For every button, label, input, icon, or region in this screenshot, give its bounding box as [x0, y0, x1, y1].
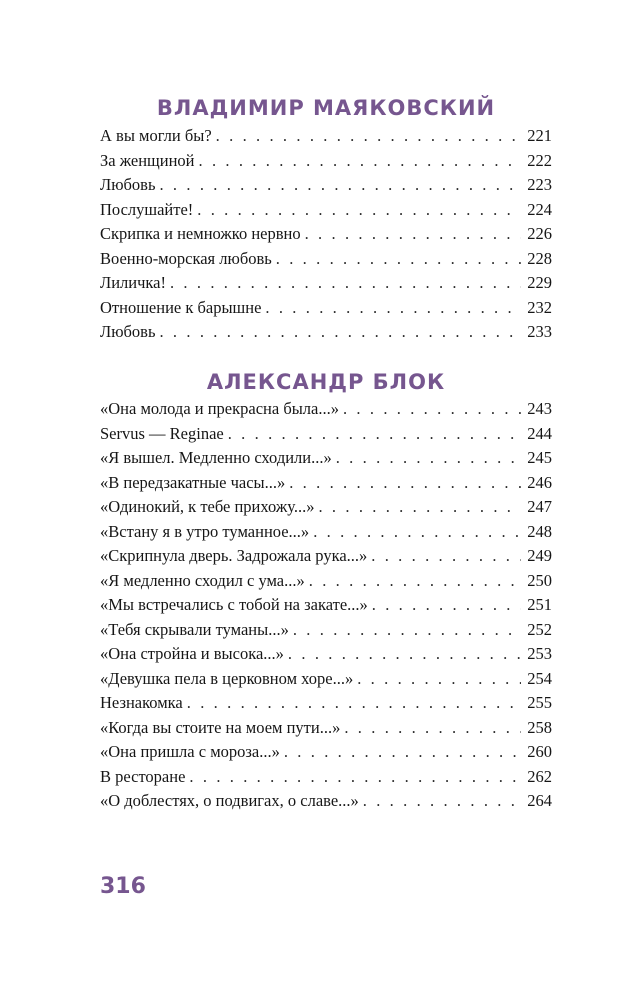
dot-leader: [159, 173, 521, 198]
toc-entry-page: 224: [527, 199, 552, 219]
dot-leader: [313, 520, 521, 545]
toc-entry-title: «Она пришла с мороза...»: [100, 742, 280, 761]
dot-leader: [309, 569, 521, 594]
toc-entry-page: 248: [527, 521, 552, 541]
dot-leader: [305, 222, 522, 247]
toc-entry-title: «Я вышел. Медленно сходили...»: [100, 448, 332, 467]
toc-entry: [100, 569, 552, 594]
toc-entry: [100, 296, 552, 321]
dot-leader: [318, 495, 521, 520]
dot-leader: [363, 789, 521, 814]
toc-entry-page: 247: [527, 497, 552, 516]
section-title-blok: АЛЕКСАНДР БЛОК: [206, 370, 446, 394]
toc-entry: [100, 691, 552, 716]
toc-entry-page: 260: [527, 742, 552, 761]
dot-leader: [288, 642, 521, 667]
dot-leader: [189, 765, 521, 790]
toc-entry-page: 253: [527, 644, 552, 663]
dot-leader: [343, 397, 521, 422]
toc-entry-title: «Я медленно сходил с ума...»: [100, 570, 305, 590]
toc-entry: [100, 642, 552, 667]
toc-entry: [100, 471, 552, 496]
toc-entry-page: 264: [527, 791, 552, 810]
toc-entry-page: 249: [527, 546, 552, 565]
toc-entry-title: «Скрипнула дверь. Задрожала рука...»: [100, 546, 368, 565]
toc-entry-page: 222: [527, 150, 552, 170]
toc-entry-page: 228: [527, 248, 552, 268]
toc-entry: [100, 789, 552, 814]
toc-list-blok: [100, 397, 552, 814]
toc-entry: [100, 544, 552, 569]
dot-leader: [371, 544, 521, 569]
toc-entry-page: 232: [527, 297, 552, 317]
dot-leader: [276, 247, 521, 272]
toc-entry-page: 250: [527, 570, 552, 590]
section-title-mayakovsky: ВЛАДИМИР МАЯКОВСКИЙ: [156, 96, 496, 120]
toc-entry-page: 223: [527, 175, 552, 194]
toc-entry-title: А вы могли бы?: [100, 126, 212, 145]
dot-leader: [199, 149, 522, 174]
toc-entry-page: 262: [527, 766, 552, 786]
toc-entry-title: Любовь: [100, 175, 156, 194]
dot-leader: [293, 618, 521, 643]
toc-entry-title: Скрипка и немножко нервно: [100, 224, 301, 243]
toc-entry-title: Незнакомка: [100, 693, 183, 712]
dot-leader: [284, 740, 521, 765]
toc-entry-title: За женщиной: [100, 150, 195, 170]
toc-entry: [100, 222, 552, 247]
dot-leader: [372, 593, 521, 618]
toc-entry-page: 229: [527, 273, 552, 292]
toc-entry: [100, 593, 552, 618]
toc-entry-title: «В передзакатные часы...»: [100, 472, 286, 492]
dot-leader: [289, 471, 521, 496]
toc-entry-title: Послушайте!: [100, 199, 194, 219]
toc-entry: [100, 716, 552, 741]
toc-entry: [100, 149, 552, 174]
toc-list-mayakovsky: [100, 124, 552, 345]
dot-leader: [357, 667, 521, 692]
page-number: 316: [100, 874, 146, 899]
toc-entry: [100, 173, 552, 198]
dot-leader: [336, 446, 522, 471]
dot-leader: [170, 271, 521, 296]
toc-entry-page: 233: [527, 322, 552, 341]
toc-entry: [100, 667, 552, 692]
dot-leader: [265, 296, 521, 321]
toc-entry: [100, 198, 552, 223]
toc-entry-page: 226: [527, 224, 552, 243]
toc-entry-title: Любовь: [100, 322, 156, 341]
toc-entry: [100, 124, 552, 149]
dot-leader: [187, 691, 521, 716]
toc-entry: [100, 397, 552, 422]
toc-entry-page: 258: [527, 717, 552, 737]
dot-leader: [197, 198, 521, 223]
dot-leader: [159, 320, 521, 345]
toc-entry: [100, 765, 552, 790]
toc-entry: [100, 495, 552, 520]
toc-entry-page: 254: [527, 668, 552, 688]
toc-entry-page: 255: [527, 693, 552, 712]
toc-entry-title: Военно-морская любовь: [100, 248, 272, 268]
toc-entry-title: «Встану я в утро туманное...»: [100, 521, 310, 541]
toc-entry-page: 252: [527, 619, 552, 639]
toc-entry-title: «О доблестях, о подвигах, о славе...»: [100, 791, 359, 810]
toc-entry: [100, 446, 552, 471]
toc-entry: [100, 422, 552, 447]
toc-entry-title: «Девушка пела в церковном хоре...»: [100, 668, 354, 688]
toc-entry-title: «Когда вы стоите на моем пути...»: [100, 717, 341, 737]
toc-entry: [100, 520, 552, 545]
dot-leader: [228, 422, 522, 447]
toc-entry-title: «Тебя скрывали туманы...»: [100, 619, 289, 639]
toc-entry-title: «Мы встречались с тобой на закате...»: [100, 595, 368, 614]
toc-entry-page: 251: [527, 595, 552, 614]
dot-leader: [344, 716, 521, 741]
dot-leader: [216, 124, 522, 149]
toc-entry: [100, 740, 552, 765]
toc-entry: [100, 618, 552, 643]
toc-entry-page: 246: [527, 472, 552, 492]
toc-entry-title: «Одинокий, к тебе прихожу...»: [100, 497, 315, 516]
toc-entry-page: 245: [527, 448, 552, 467]
toc-entry: [100, 271, 552, 296]
toc-entry-page: 244: [527, 423, 552, 443]
toc-entry: [100, 320, 552, 345]
toc-entry-page: 221: [527, 126, 552, 145]
toc-entry-title: «Она стройна и высока...»: [100, 644, 284, 663]
toc-entry: [100, 247, 552, 272]
toc-entry-title: «Она молода и прекрасна была...»: [100, 399, 339, 418]
toc-entry-title: Отношение к барышне: [100, 297, 262, 317]
toc-entry-page: 243: [527, 399, 552, 418]
toc-entry-title: В ресторане: [100, 766, 186, 786]
toc-entry-title: Лиличка!: [100, 273, 166, 292]
toc-entry-title: Servus — Reginae: [100, 423, 224, 443]
